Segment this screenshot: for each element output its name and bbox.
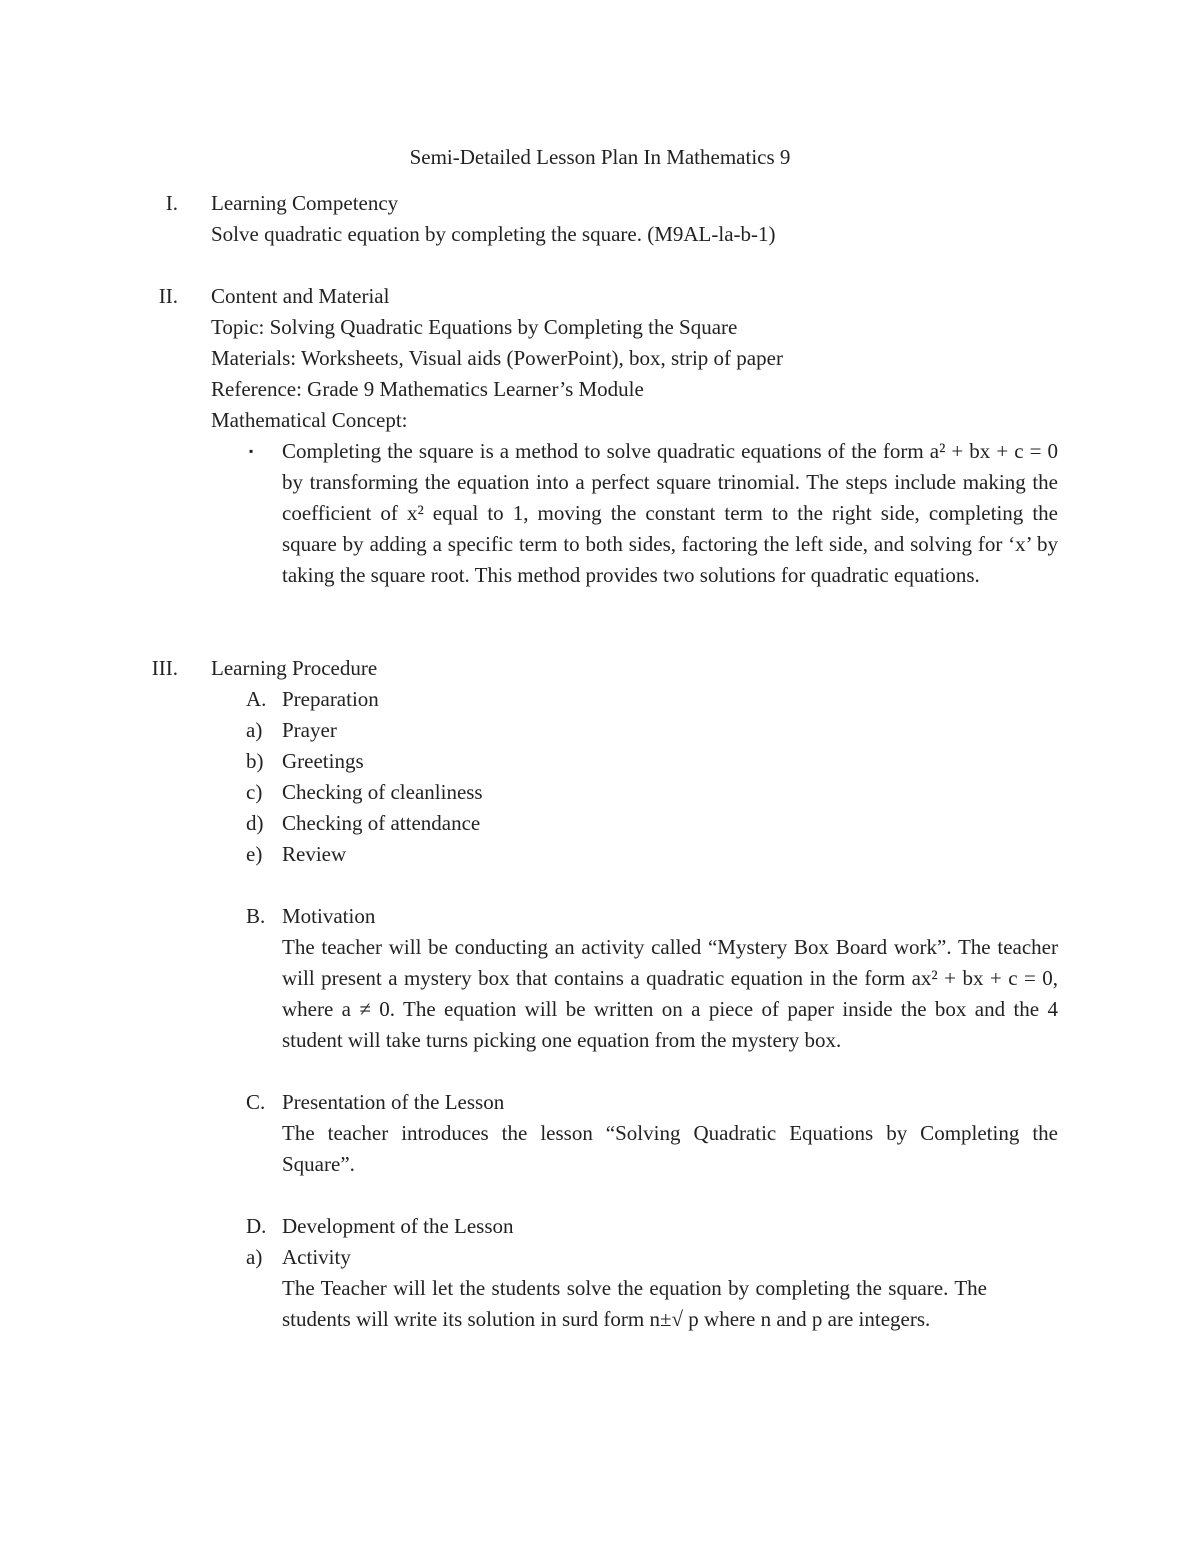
reference-line: Reference: Grade 9 Mathematics Learner’s Module bbox=[211, 377, 644, 401]
activity-text: The Teacher will let the students solve the equation by completing the square. The students will write its solution in surd form n±√ p where n and p are integers. bbox=[282, 1276, 987, 1331]
item-letter: e) bbox=[246, 842, 263, 866]
subsection-letter: D. bbox=[246, 1214, 267, 1238]
document-title: Semi-Detailed Lesson Plan In Mathematics 9 bbox=[409, 145, 791, 169]
subsection-presentation bbox=[211, 1087, 1071, 1180]
topic-line: Topic: Solving Quadratic Equations by Completing the Square bbox=[211, 315, 738, 339]
subsection-letter: B. bbox=[246, 904, 266, 928]
item-text: Prayer bbox=[282, 718, 337, 742]
item-letter: b) bbox=[246, 749, 264, 773]
subsection-label: Presentation of the Lesson bbox=[282, 1090, 505, 1114]
section-heading: Content and Material bbox=[211, 284, 390, 308]
item-letter: c) bbox=[246, 780, 263, 804]
materials-line: Materials: Worksheets, Visual aids (PowerPoint), box, strip of paper bbox=[211, 346, 783, 370]
list-item bbox=[140, 808, 1071, 839]
item-letter: d) bbox=[246, 811, 264, 835]
subsection-label: Motivation bbox=[282, 904, 376, 928]
concept-text: Completing the square is a method to solve quadratic equations of the form a² + bx + c = 0 by transforming the equation into a perfect square trinomial. The steps include making the coefficient of x² equal to 1, moving the constant term to the right side, completing the square by adding a specific term to both sides, factoring the left side, and solving for ‘x’ by taking the square root. This method provides two solutions for quadratic equations. bbox=[282, 439, 1058, 587]
subsection-letter: C. bbox=[246, 1090, 266, 1114]
list-item bbox=[140, 715, 1071, 746]
item-text: Greetings bbox=[282, 749, 364, 773]
square-bullet-icon: ▪ bbox=[249, 444, 254, 458]
item-text: Checking of attendance bbox=[282, 811, 481, 835]
section-number: I. bbox=[165, 191, 178, 215]
item-letter: a) bbox=[246, 1245, 263, 1269]
section-number: III. bbox=[151, 656, 178, 680]
item-letter: a) bbox=[246, 718, 263, 742]
list-item bbox=[140, 777, 1071, 808]
item-text: Review bbox=[282, 842, 347, 866]
item-text: Checking of cleanliness bbox=[282, 780, 483, 804]
subsection-motivation bbox=[211, 901, 1071, 1056]
list-item bbox=[140, 839, 1071, 870]
list-item bbox=[140, 746, 1071, 777]
motivation-text: The teacher will be conducting an activity called “Mystery Box Board work”. The teacher will present a mystery box that contains a quadratic equation in the form ax² + bx + c = 0, where a ≠ 0. The equation will be written on a piece of paper inside the box and the 4 student will take turns picking one equation from the mystery box. bbox=[282, 935, 1058, 1052]
section-heading: Learning Competency bbox=[211, 191, 399, 215]
section-heading: Learning Procedure bbox=[211, 656, 378, 680]
subsection-preparation bbox=[211, 684, 1071, 715]
item-text: Activity bbox=[282, 1245, 351, 1269]
presentation-text: The teacher introduces the lesson “Solving Quadratic Equations by Completing the Square”. bbox=[282, 1121, 1058, 1176]
subsection-label: Development of the Lesson bbox=[282, 1214, 514, 1238]
concept-bullet-item bbox=[211, 436, 1071, 591]
subsection-label: Preparation bbox=[282, 687, 379, 711]
list-item-activity bbox=[140, 1242, 1071, 1335]
competency-text: Solve quadratic equation by completing the square. (M9AL-la-b-1) bbox=[211, 222, 776, 246]
concept-label: Mathematical Concept: bbox=[211, 408, 408, 432]
subsection-development bbox=[211, 1211, 1071, 1242]
section-number: II. bbox=[158, 284, 178, 308]
subsection-letter: A. bbox=[246, 687, 267, 711]
